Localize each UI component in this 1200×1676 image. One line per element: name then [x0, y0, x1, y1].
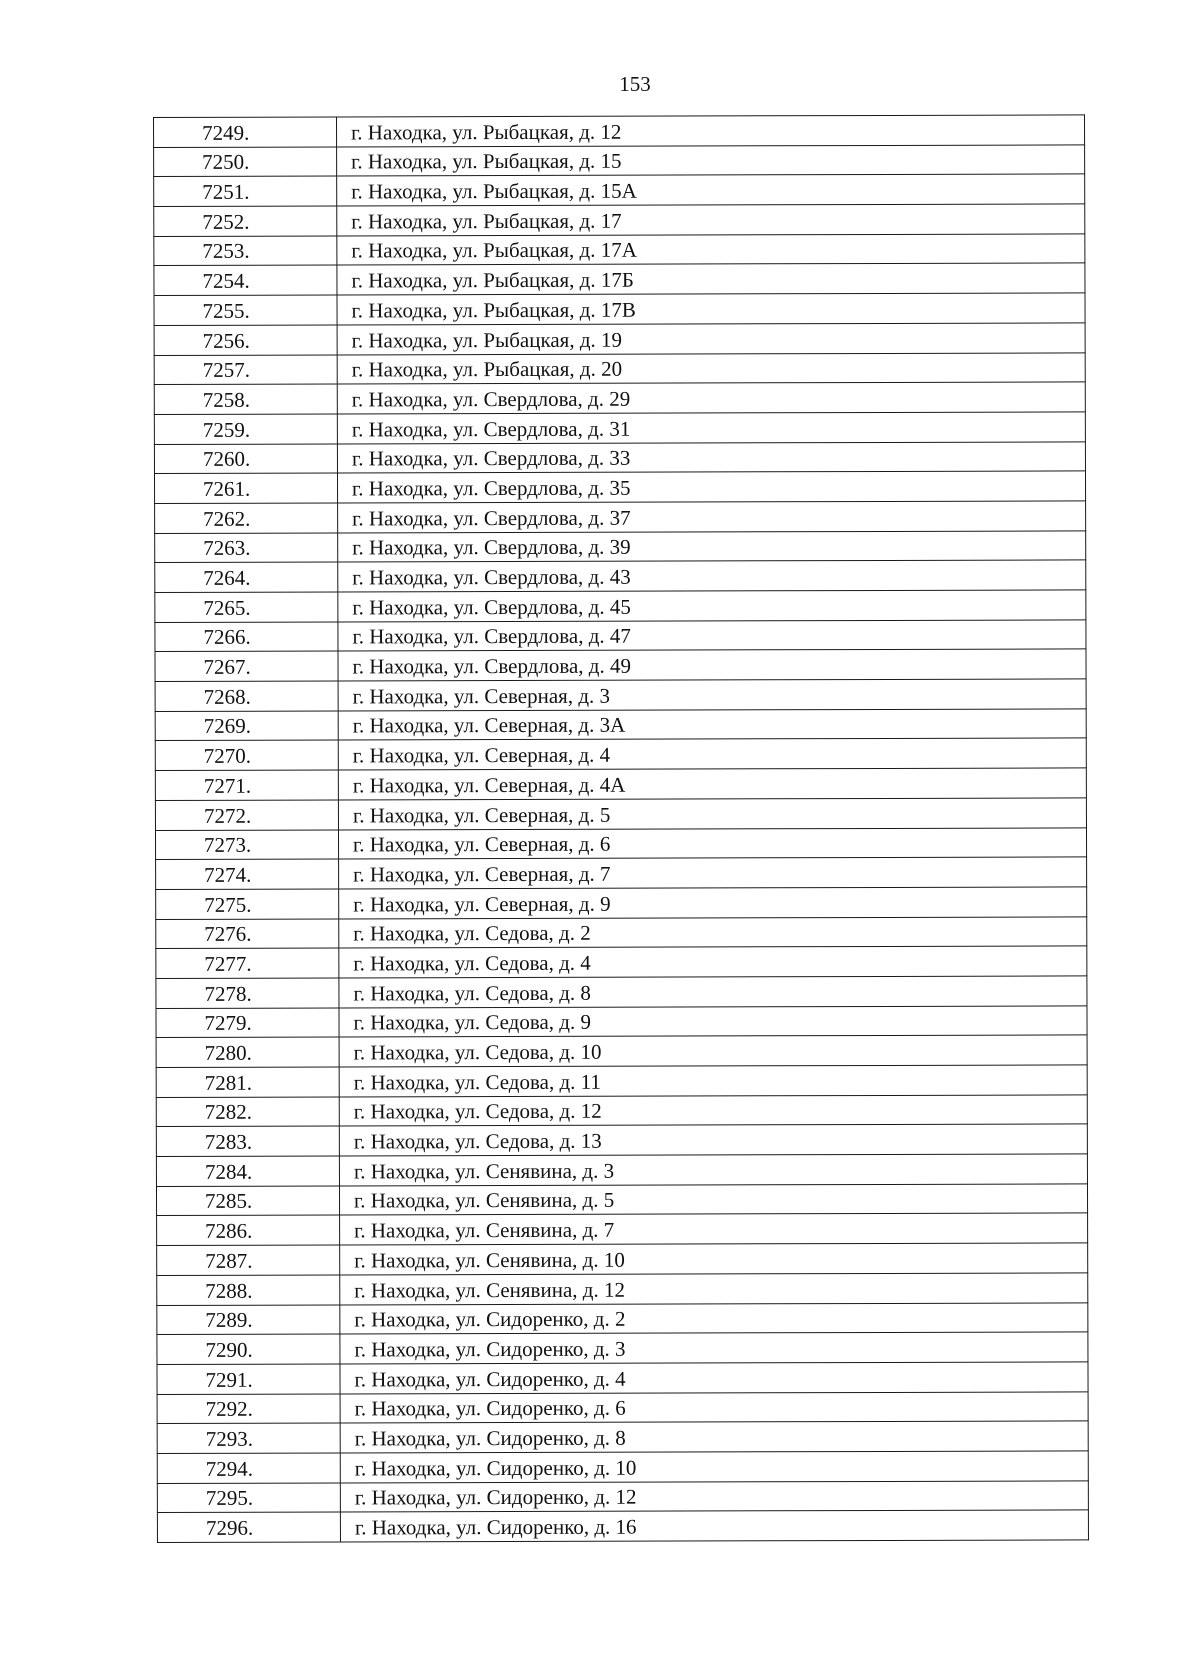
address-cell: г. Находка, ул. Северная, д. 9	[339, 887, 1087, 919]
address-cell: г. Находка, ул. Северная, д. 4А	[338, 768, 1086, 800]
row-number-cell: 7254.	[154, 265, 337, 295]
table-row	[156, 857, 1087, 889]
address-cell: г. Находка, ул. Свердлова, д. 43	[338, 560, 1086, 592]
row-number-cell: 7256.	[154, 325, 337, 355]
address-cell: г. Находка, ул. Седова, д. 13	[339, 1124, 1087, 1156]
table-row	[156, 1006, 1087, 1038]
address-cell: г. Находка, ул. Сидоренко, д. 12	[340, 1481, 1088, 1513]
table-row	[154, 323, 1085, 355]
page-number: 153	[619, 72, 651, 96]
address-cell: г. Находка, ул. Рыбацкая, д. 12	[337, 115, 1085, 147]
table-row	[155, 531, 1086, 563]
row-number-cell: 7286.	[157, 1215, 340, 1245]
address-cell: г. Находка, ул. Сенявина, д. 12	[340, 1273, 1088, 1305]
table-row	[156, 1154, 1087, 1186]
row-number-cell: 7250.	[154, 147, 337, 177]
table-row	[156, 1184, 1087, 1216]
address-cell: г. Находка, ул. Сидоренко, д. 16	[340, 1510, 1088, 1542]
row-number-cell: 7290.	[157, 1334, 340, 1364]
address-cell: г. Находка, ул. Седова, д. 8	[339, 976, 1087, 1008]
address-cell: г. Находка, ул. Свердлова, д. 45	[338, 590, 1086, 622]
table-row	[155, 590, 1086, 622]
table-row	[154, 441, 1085, 473]
address-table-body	[154, 115, 1089, 1543]
row-number-cell: 7266.	[155, 622, 338, 652]
row-number-cell: 7295.	[157, 1483, 340, 1513]
row-number-cell: 7263.	[155, 533, 338, 563]
row-number-cell: 7293.	[157, 1423, 340, 1453]
table-row	[157, 1510, 1088, 1542]
table-row	[154, 145, 1085, 177]
table-row	[156, 1124, 1087, 1156]
table-row	[155, 738, 1086, 770]
table-row	[157, 1362, 1088, 1394]
table-row	[155, 768, 1086, 800]
table-row	[157, 1273, 1088, 1305]
table-row	[157, 1302, 1088, 1334]
row-number-cell: 7258.	[154, 384, 337, 414]
row-number-cell: 7282.	[156, 1097, 339, 1127]
address-cell: г. Находка, ул. Сидоренко, д. 10	[340, 1451, 1088, 1483]
table-row	[157, 1213, 1088, 1245]
row-number-cell: 7260.	[154, 444, 337, 474]
table-row	[154, 263, 1085, 295]
address-cell: г. Находка, ул. Рыбацкая, д. 17Б	[337, 263, 1085, 295]
table-row	[156, 946, 1087, 978]
address-cell: г. Находка, ул. Сидоренко, д. 6	[340, 1391, 1088, 1423]
table-row	[155, 709, 1086, 741]
address-cell: г. Находка, ул. Седова, д. 9	[339, 1006, 1087, 1038]
table-row	[154, 352, 1085, 384]
table-row	[157, 1481, 1088, 1513]
row-number-cell: 7280.	[156, 1037, 339, 1067]
row-number-cell: 7279.	[156, 1008, 339, 1038]
address-cell: г. Находка, ул. Северная, д. 4	[338, 738, 1086, 770]
address-cell: г. Находка, ул. Седова, д. 12	[339, 1095, 1087, 1127]
table-row	[154, 174, 1085, 206]
address-cell: г. Находка, ул. Северная, д. 3А	[338, 709, 1086, 741]
address-cell: г. Находка, ул. Сенявина, д. 3	[339, 1154, 1087, 1186]
address-cell: г. Находка, ул. Северная, д. 7	[339, 857, 1087, 889]
address-cell: г. Находка, ул. Свердлова, д. 49	[338, 649, 1086, 681]
address-cell: г. Находка, ул. Рыбацкая, д. 20	[337, 352, 1085, 384]
table-row	[154, 204, 1085, 236]
address-cell: г. Находка, ул. Рыбацкая, д. 15А	[337, 174, 1085, 206]
address-cell: г. Находка, ул. Свердлова, д. 37	[338, 501, 1086, 533]
address-cell: г. Находка, ул. Свердлова, д. 33	[337, 441, 1085, 473]
row-number-cell: 7287.	[157, 1245, 340, 1275]
row-number-cell: 7269.	[155, 711, 338, 741]
address-cell: г. Находка, ул. Северная, д. 6	[338, 827, 1086, 859]
table-row	[156, 1095, 1087, 1127]
row-number-cell: 7288.	[157, 1275, 340, 1305]
address-cell: г. Находка, ул. Свердлова, д. 47	[338, 620, 1086, 652]
address-table	[153, 114, 1089, 1543]
address-cell: г. Находка, ул. Седова, д. 4	[339, 946, 1087, 978]
row-number-cell: 7277.	[156, 948, 339, 978]
row-number-cell: 7257.	[154, 354, 337, 384]
row-number-cell: 7294.	[157, 1453, 340, 1483]
table-row	[157, 1451, 1088, 1483]
table-row	[155, 501, 1086, 533]
address-cell: г. Находка, ул. Сидоренко, д. 3	[340, 1332, 1088, 1364]
address-cell: г. Находка, ул. Свердлова, д. 35	[337, 471, 1085, 503]
table-row	[155, 827, 1086, 859]
table-row	[154, 293, 1085, 325]
table-row	[157, 1391, 1088, 1423]
table-row	[155, 620, 1086, 652]
row-number-cell: 7255.	[154, 295, 337, 325]
address-cell: г. Находка, ул. Рыбацкая, д. 17	[337, 204, 1085, 236]
row-number-cell: 7289.	[157, 1304, 340, 1334]
address-cell: г. Находка, ул. Седова, д. 10	[339, 1035, 1087, 1067]
row-number-cell: 7292.	[157, 1394, 340, 1424]
row-number-cell: 7262.	[155, 503, 338, 533]
table-row	[157, 1332, 1088, 1364]
row-number-cell: 7251.	[154, 176, 337, 206]
row-number-cell: 7270.	[155, 740, 338, 770]
address-cell: г. Находка, ул. Седова, д. 2	[339, 916, 1087, 948]
table-row	[156, 976, 1087, 1008]
row-number-cell: 7267.	[155, 651, 338, 681]
table-row	[155, 798, 1086, 830]
row-number-cell: 7264.	[155, 562, 338, 592]
row-number-cell: 7271.	[155, 770, 338, 800]
row-number-cell: 7296.	[157, 1512, 340, 1542]
address-cell: г. Находка, ул. Северная, д. 5	[338, 798, 1086, 830]
table-row	[155, 560, 1086, 592]
row-number-cell: 7291.	[157, 1364, 340, 1394]
address-cell: г. Находка, ул. Сенявина, д. 5	[339, 1184, 1087, 1216]
table-row	[155, 649, 1086, 681]
table-row	[154, 115, 1085, 147]
address-cell: г. Находка, ул. Свердлова, д. 29	[337, 382, 1085, 414]
row-number-cell: 7285.	[156, 1186, 339, 1216]
row-number-cell: 7253.	[154, 236, 337, 266]
address-cell: г. Находка, ул. Сенявина, д. 10	[340, 1243, 1088, 1275]
row-number-cell: 7281.	[156, 1067, 339, 1097]
table-row	[154, 234, 1085, 266]
address-cell: г. Находка, ул. Сидоренко, д. 8	[340, 1421, 1088, 1453]
table-row	[156, 1065, 1087, 1097]
address-cell: г. Находка, ул. Сенявина, д. 7	[340, 1213, 1088, 1245]
table-row	[154, 471, 1085, 503]
row-number-cell: 7249.	[154, 117, 337, 147]
row-number-cell: 7268.	[155, 681, 338, 711]
table-row	[154, 412, 1085, 444]
row-number-cell: 7283.	[156, 1126, 339, 1156]
address-cell: г. Находка, ул. Рыбацкая, д. 19	[337, 323, 1085, 355]
row-number-cell: 7274.	[156, 859, 339, 889]
row-number-cell: 7284.	[156, 1156, 339, 1186]
table-row	[156, 887, 1087, 919]
address-cell: г. Находка, ул. Рыбацкая, д. 15	[337, 145, 1085, 177]
address-cell: г. Находка, ул. Северная, д. 3	[338, 679, 1086, 711]
address-cell: г. Находка, ул. Рыбацкая, д. 17А	[337, 234, 1085, 266]
table-row	[157, 1421, 1088, 1453]
row-number-cell: 7275.	[156, 889, 339, 919]
row-number-cell: 7272.	[155, 800, 338, 830]
row-number-cell: 7278.	[156, 978, 339, 1008]
table-row	[155, 679, 1086, 711]
table-row	[156, 916, 1087, 948]
table-row	[157, 1243, 1088, 1275]
address-cell: г. Находка, ул. Свердлова, д. 31	[337, 412, 1085, 444]
row-number-cell: 7273.	[155, 829, 338, 859]
table-row	[156, 1035, 1087, 1067]
row-number-cell: 7276.	[156, 919, 339, 949]
address-cell: г. Находка, ул. Сидоренко, д. 4	[340, 1362, 1088, 1394]
address-cell: г. Находка, ул. Седова, д. 11	[339, 1065, 1087, 1097]
row-number-cell: 7265.	[155, 592, 338, 622]
row-number-cell: 7252.	[154, 206, 337, 236]
table-row	[154, 382, 1085, 414]
row-number-cell: 7259.	[154, 414, 337, 444]
address-cell: г. Находка, ул. Сидоренко, д. 2	[340, 1302, 1088, 1334]
address-cell: г. Находка, ул. Рыбацкая, д. 17В	[337, 293, 1085, 325]
row-number-cell: 7261.	[154, 473, 337, 503]
address-cell: г. Находка, ул. Свердлова, д. 39	[338, 531, 1086, 563]
